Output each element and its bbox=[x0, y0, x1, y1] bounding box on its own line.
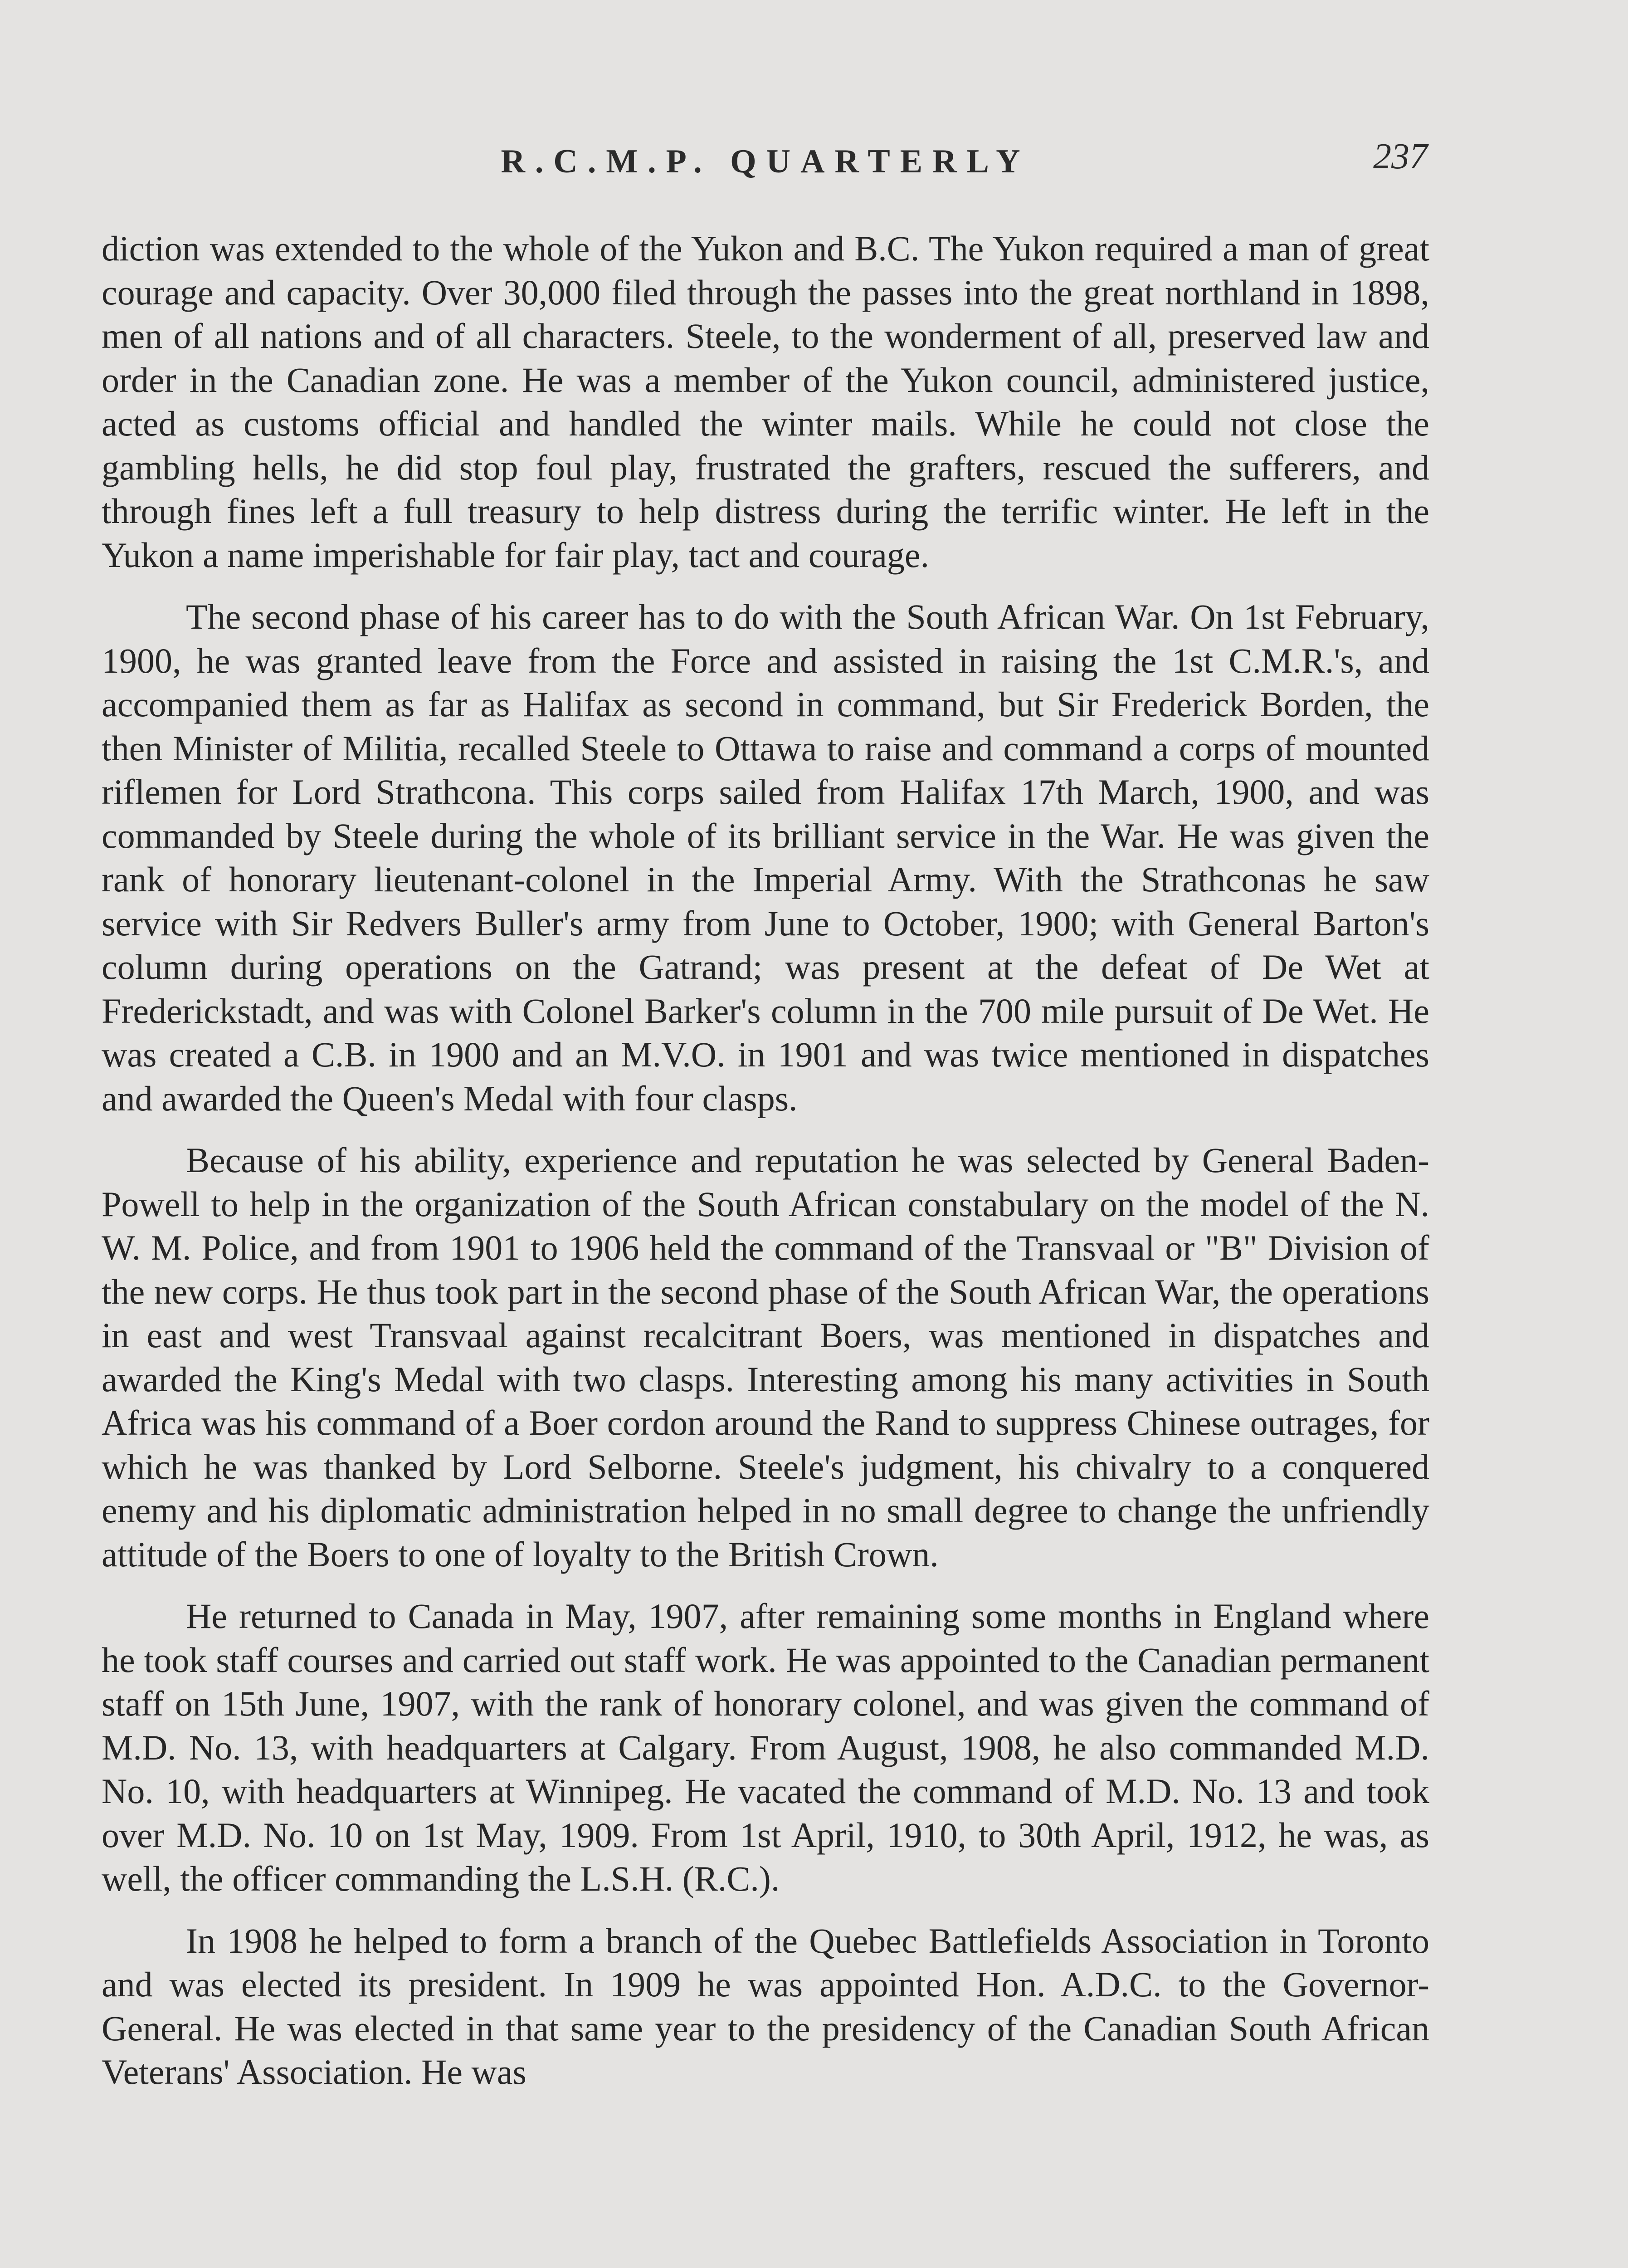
journal-title: R.C.M.P. QUARTERLY bbox=[501, 143, 1030, 180]
article-body bbox=[102, 227, 1429, 2094]
paragraph-yukon-service: diction was extended to the whole of the Yukon and B.C. The Yukon required a man of great courage and capacity. Over 30,000 filed through the passes into the great northland in 1898, men of all nations and of all characters. Steele, to the wonderment of all, preserved law and order in the Canadian zone. He was a member of the Yukon council, administered justice, acted as customs official and handled the winter mails. While he could not close the gambling hells, he did stop foul play, frustrated the grafters, rescued the sufferers, and through fines left a full treasury to help distress during the terrific winter. He left in the Yukon a name imperishable for fair play, tact and courage. bbox=[102, 229, 1429, 575]
paragraph-return-to-canada: He returned to Canada in May, 1907, after remaining some months in England where he took staff courses and carried out staff work. He was appointed to the Canadian permanent staff on 15th June, 1907, with the rank of honorary colonel, and was given the command of M.D. No. 13, with headquarters at Calgary. From August, 1908, he also commanded M.D. No. 10, with headquarters at Winnipeg. He vacated the command of M.D. No. 13 and took over M.D. No. 10 on 1st May, 1909. From 1st April, 1910, to 30th April, 1912, he was, as well, the officer commanding the L.S.H. (R.C.). bbox=[102, 1596, 1429, 1898]
paragraph-south-african-constabulary: Because of his ability, experience and reputation he was selected by General Baden-Powell to help in the organization of the South African constabulary on the model of the N. W. M. Police, and from 1901 to 1906 held the command of the Transvaal or "B" Division of the new corps. He thus took part in the second phase of the South African War, the operations in east and west Transvaal against recalcitrant Boers, was mentioned in dispatches and awarded the King's Medal with two clasps. Interesting among his many activities in South Africa was his command of a Boer cordon around the Rand to suppress Chinese outrages, for which he was thanked by Lord Selborne. Steele's judgment, his chivalry to a conquered enemy and his diplomatic administration helped in no small degree to change the unfriendly attitude of the Boers to one of loyalty to the British Crown. bbox=[102, 1140, 1429, 1574]
running-header bbox=[103, 136, 1428, 191]
paragraph-south-african-war: The second phase of his career has to do with the South African War. On 1st February, 1900, he was granted leave from the Force and assisted in raising the 1st C.M.R.'s, and accompanied them as far as Halifax as second in command, but Sir Frederick Borden, the then Minister of Militia, recalled Steele to Ottawa to raise and command a corps of mounted riflemen for Lord Strathcona. This corps sailed from Halifax 17th March, 1900, and was commanded by Steele during the whole of its brilliant service in the War. He was given the rank of honorary lieutenant-colonel in the Imperial Army. With the Strathconas he saw service with Sir Redvers Buller's army from June to October, 1900; with General Barton's column during operations on the Gatrand; was present at the defeat of De Wet at Frederickstadt, and was with Colonel Barker's column in the 700 mile pursuit of De Wet. He was created a C.B. in 1900 and an M.V.O. in 1901 and was twice mentioned in dispatches and awarded the Queen's Medal with four clasps. bbox=[102, 597, 1429, 1118]
page-number: 237 bbox=[1373, 137, 1428, 176]
paragraph-quebec-battlefields: In 1908 he helped to form a branch of the Quebec Battlefields Association in Toronto and was elected its president. In 1909 he was appointed Hon. A.D.C. to the Governor-General. He was elected in that same year to the presidency of the Canadian South African Veterans' Association. He was bbox=[102, 1921, 1429, 2092]
